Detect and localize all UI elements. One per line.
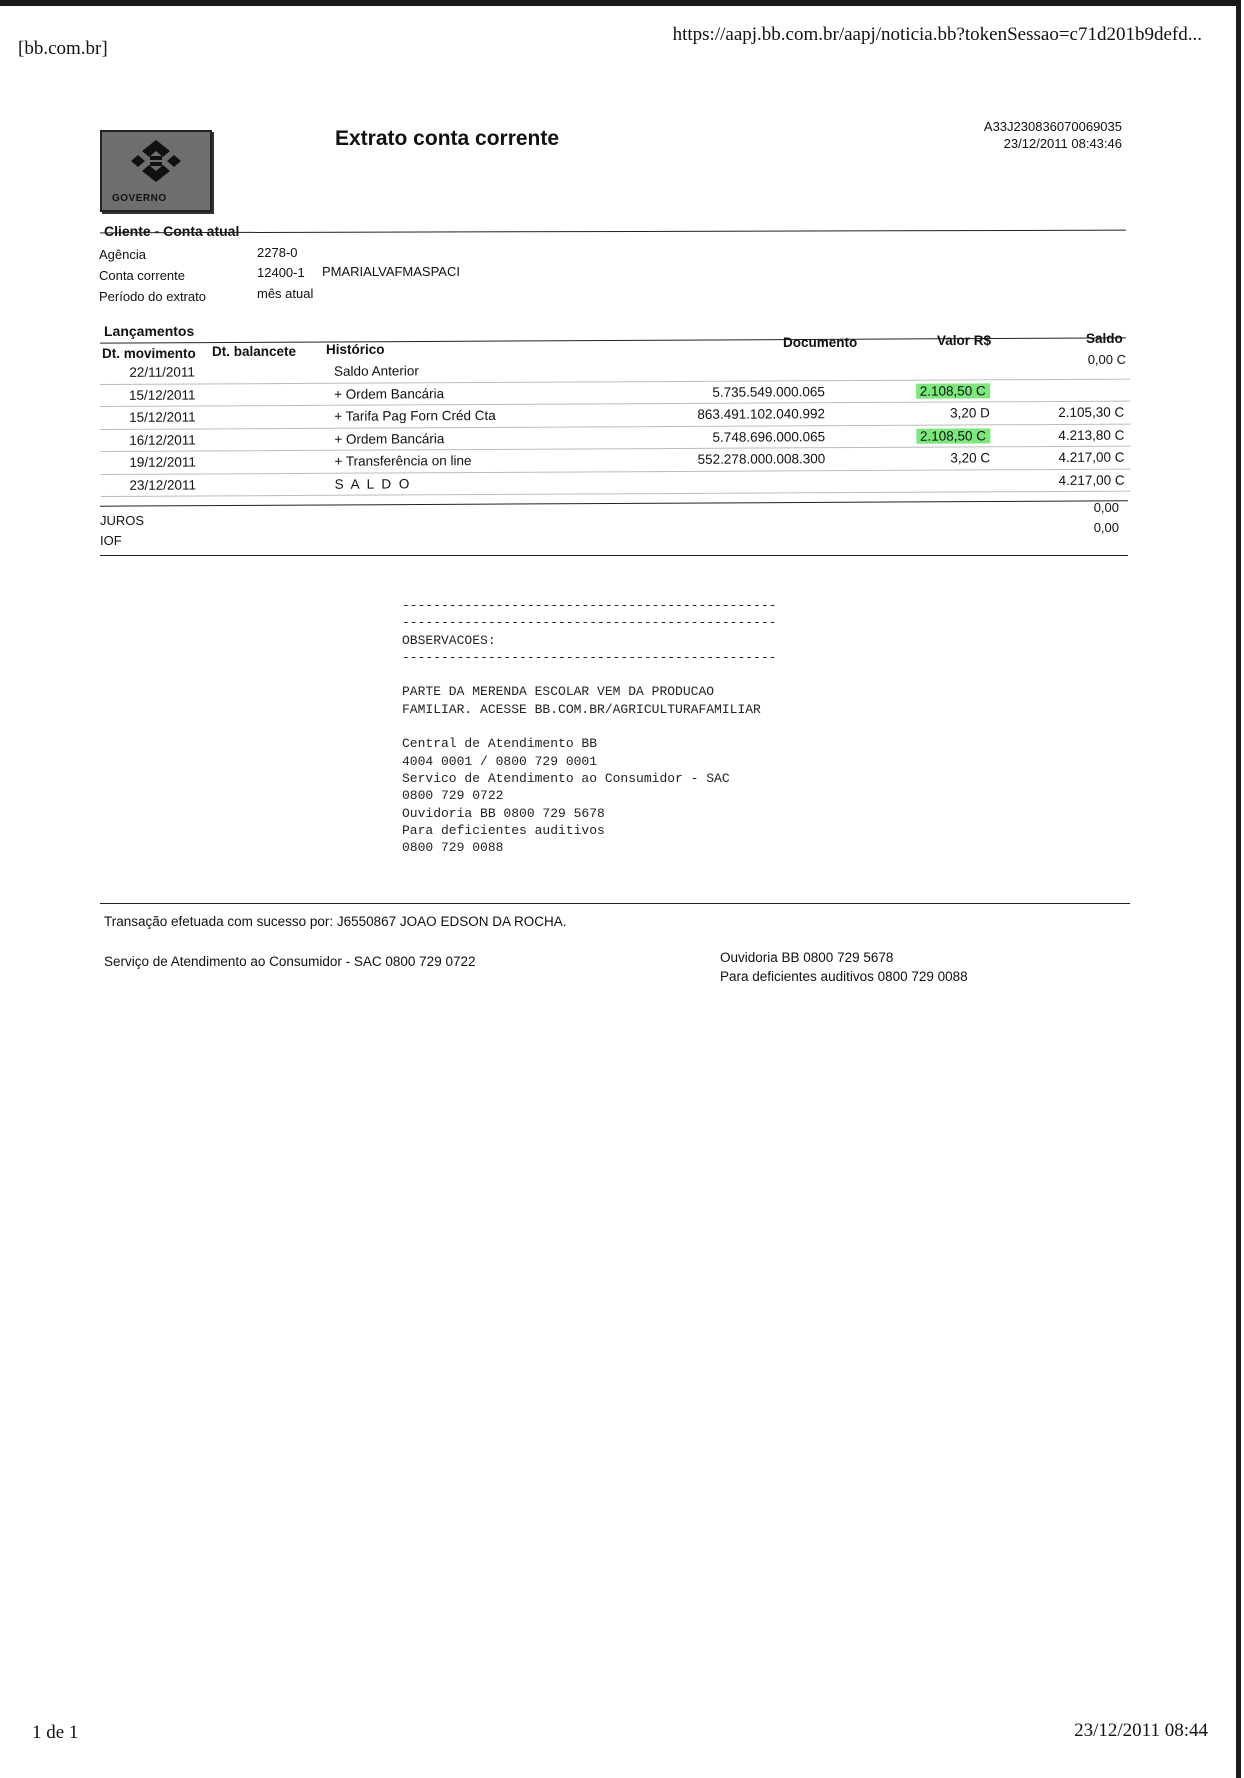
printed-at: 23/12/2011 08:44 [1074, 1720, 1208, 1741]
obs-central-phones: 4004 0001 / 0800 729 0001 [402, 753, 598, 769]
statement-rows [100, 357, 1131, 497]
client-section-title: Cliente - Conta atual [104, 223, 240, 239]
obs-central-label: Central de Atendimento BB [402, 736, 598, 752]
cell-dt-movimento [100, 361, 224, 384]
cell-valor [831, 424, 996, 447]
cell-valor [831, 402, 996, 425]
cell-valor [831, 357, 996, 380]
bank-logo [100, 130, 212, 212]
juros-label: JUROS [100, 513, 145, 528]
cell-dt-movimento [100, 451, 224, 474]
cell-historico [328, 449, 605, 473]
document-title: Extrato conta corrente [335, 127, 560, 150]
obs-deficientes-label: Para deficientes auditivos [402, 822, 605, 838]
bb-logo-icon [130, 138, 182, 184]
cell-historico [328, 426, 605, 450]
obs-dash-line-1: ------------------------------------------------ [402, 598, 777, 613]
table-row [101, 469, 1131, 497]
cell-dt-balancete [225, 450, 329, 473]
document-datetime: 23/12/2011 08:43:46 [1003, 136, 1122, 151]
cell-historico [329, 471, 606, 495]
cell-valor-text: 2.108,50 C [916, 428, 990, 443]
col-dt-balancete: Dt. balancete [212, 344, 297, 359]
cell-valor-text: 2.108,50 C [916, 383, 990, 398]
col-historico: Histórico [326, 342, 385, 357]
cell-dt-balancete [224, 405, 328, 428]
col-saldo: Saldo [1086, 331, 1123, 346]
cell-historico [328, 381, 605, 405]
cell-saldo-text: 4.217,00 C [1058, 472, 1125, 488]
obs-title: OBSERVACOES: [402, 632, 496, 648]
cell-documento [605, 448, 831, 472]
footer-sac: Serviço de Atendimento ao Consumidor - SAC 0800 729 0722 [104, 954, 476, 969]
periodo-label: Período do extrato [99, 289, 206, 304]
cell-dt-balancete [224, 361, 328, 384]
cell-dt-balancete [224, 383, 328, 406]
cell-valor-text: 3,20 D [950, 405, 990, 421]
col-documento: Documento [783, 335, 858, 350]
cell-saldo-text: 2.105,30 C [1058, 404, 1125, 421]
cell-historico-text: S A L D O [334, 476, 412, 492]
cell-documento-text: 552.278.000.008.300 [697, 451, 826, 468]
footer-transacao: Transação efetuada com sucesso por: J6550867 JOAO EDSON DA ROCHA. [104, 914, 567, 929]
cell-documento [605, 403, 831, 427]
juros-value: 0,00 [1093, 500, 1119, 515]
footer-deficientes: Para deficientes auditivos 0800 729 0088 [720, 969, 968, 984]
cell-historico-text: Saldo Anterior [333, 363, 419, 380]
cell-documento-text: 5.748.696.000.065 [712, 428, 826, 445]
totals-bottom-rule [100, 555, 1128, 556]
cell-historico-text: + Ordem Bancária [334, 385, 445, 402]
page-count: 1 de 1 [32, 1722, 79, 1743]
obs-sac-label: Servico de Atendimento ao Consumidor - SAC [402, 770, 730, 786]
cell-saldo [996, 379, 1131, 402]
cell-saldo [996, 424, 1131, 447]
opening-saldo: 0,00 C [1087, 352, 1126, 367]
cell-historico [328, 404, 605, 428]
cell-valor [831, 469, 996, 492]
obs-ouvidoria: Ouvidoria BB 0800 729 5678 [402, 805, 605, 821]
col-valor: Valor R$ [937, 333, 992, 348]
cell-saldo-text: 4.213,80 C [1058, 427, 1125, 443]
obs-sac-phone: 0800 729 0722 [402, 788, 504, 804]
cell-historico-text: + Ordem Bancária [334, 430, 445, 447]
agencia-value: 2278-0 [257, 245, 298, 260]
cell-saldo [996, 469, 1131, 492]
cell-dt-movimento [100, 406, 224, 429]
cell-saldo [996, 401, 1131, 424]
cell-valor-text: 3,20 C [950, 450, 991, 466]
iof-value: 0,00 [1093, 520, 1119, 535]
observacoes-block [402, 597, 776, 856]
cell-dt-balancete [225, 428, 329, 451]
cell-historico-text: + Transferência on line [334, 453, 472, 470]
lancamentos-section-title: Lançamentos [104, 323, 195, 339]
col-dt-movimento: Dt. movimento [102, 346, 196, 361]
iof-label: IOF [100, 533, 122, 548]
cell-valor [831, 447, 996, 470]
document-id-block [984, 118, 1122, 152]
obs-message-1: PARTE DA MERENDA ESCOLAR VEM DA PRODUCAO [402, 684, 715, 700]
obs-dash-line-3: ------------------------------------------------ [402, 649, 777, 665]
cell-documento-text: 863.491.102.040.992 [697, 406, 826, 423]
footer-ouvidoria: Ouvidoria BB 0800 729 5678 [720, 950, 894, 965]
logo-label: GOVERNO [112, 193, 167, 204]
cell-saldo-text: 4.217,00 C [1058, 449, 1125, 466]
obs-message-2: FAMILIAR. ACESSE BB.COM.BR/AGRICULTURAFAMILIAR [402, 701, 761, 717]
cell-documento [605, 470, 831, 494]
agencia-label: Agência [99, 247, 146, 262]
cell-documento [605, 358, 831, 381]
cell-historico-text: + Tarifa Pag Forn Créd Cta [334, 408, 496, 425]
footer-rule [100, 903, 1130, 904]
page-url[interactable]: https://aapj.bb.com.br/aapj/noticia.bb?tokenSessao=c71d201b9defd... [672, 24, 1202, 45]
conta-name: PMARIALVAFMASPACI [322, 264, 460, 279]
cell-saldo [996, 446, 1131, 469]
document-code: A33J230836070069035 [983, 119, 1122, 134]
cell-documento [605, 380, 831, 404]
cell-dt-movimento [100, 383, 224, 406]
cell-dt-movimento-text: 19/12/2011 [129, 454, 196, 471]
cell-saldo [996, 357, 1131, 380]
cell-historico [328, 359, 605, 382]
cell-dt-balancete [225, 473, 329, 496]
cell-dt-movimento-text: 22/11/2011 [129, 364, 195, 381]
cell-dt-movimento-text: 15/12/2011 [128, 387, 196, 403]
cell-dt-movimento-text: 15/12/2011 [129, 409, 196, 426]
cell-dt-movimento [101, 473, 225, 496]
conta-value: 12400-1 [257, 265, 305, 280]
cell-dt-movimento-text: 23/12/2011 [129, 477, 197, 493]
conta-label: Conta corrente [99, 268, 185, 283]
periodo-value: mês atual [257, 286, 314, 301]
obs-deficientes-phone: 0800 729 0088 [402, 840, 504, 856]
statement-table [100, 357, 1131, 497]
cell-documento [605, 425, 831, 449]
cell-documento-text: 5.735.549.000.065 [712, 383, 825, 400]
site-label: [bb.com.br] [18, 38, 108, 59]
cell-dt-movimento-text: 16/12/2011 [129, 432, 196, 448]
obs-dash-line-2: ------------------------------------------------ [402, 615, 777, 631]
cell-dt-movimento [100, 428, 224, 451]
cell-valor [831, 379, 996, 402]
